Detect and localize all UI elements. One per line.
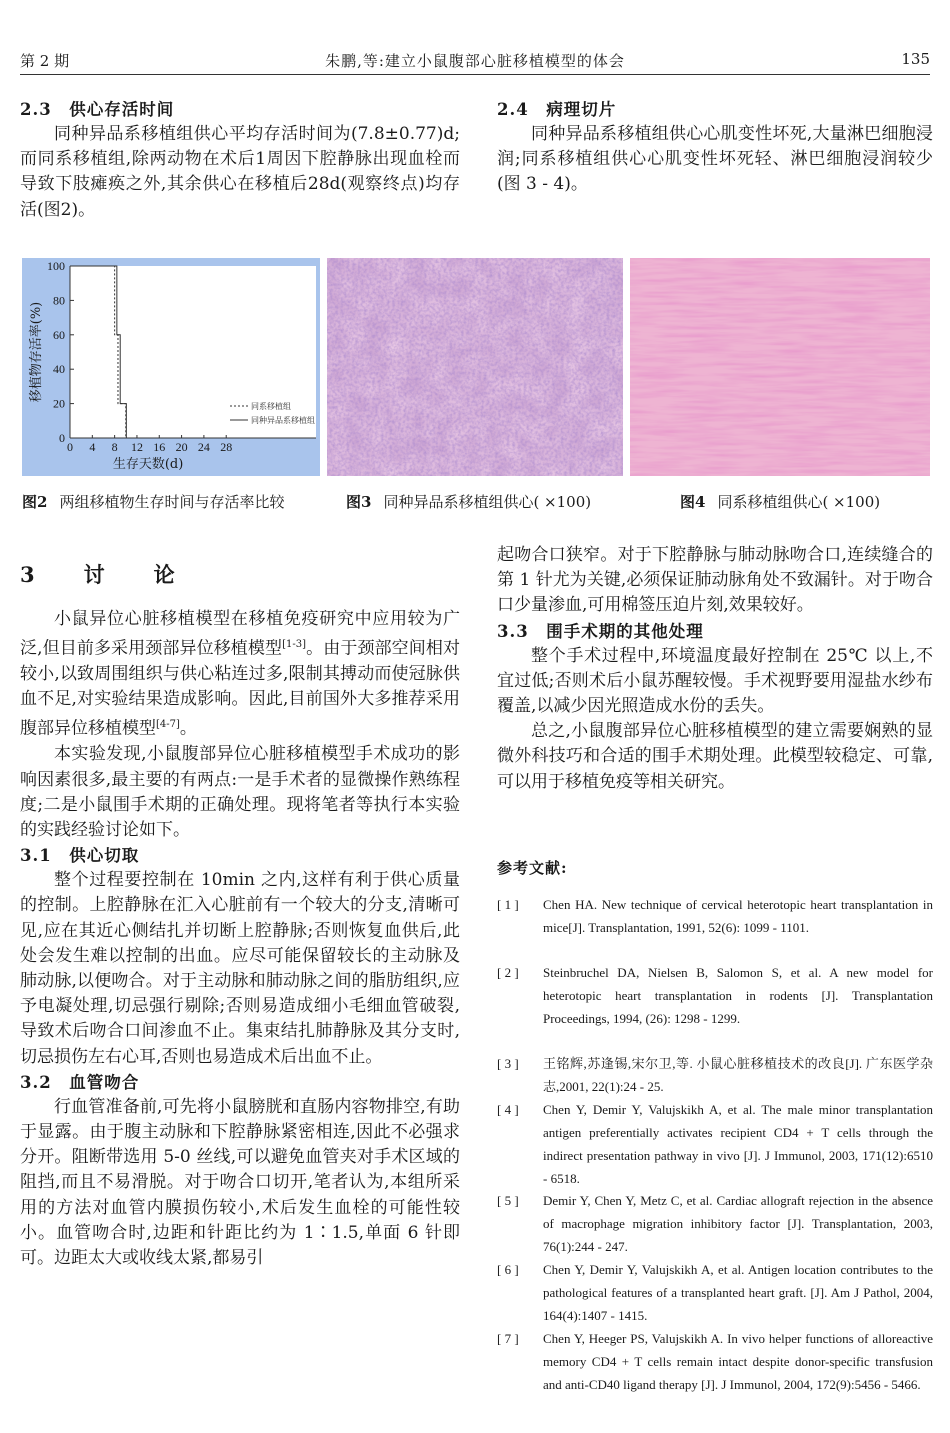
paragraph: 同种异品系移植组供心心肌变性坏死,大量淋巴细胞浸润;同系移植组供心心肌变性坏死轻、淋巴细胞浸润较少(图 3 - 4)。	[497, 124, 933, 195]
page-number: 135	[901, 50, 930, 68]
paragraph-continued: 起吻合口狭窄。对于下腔静脉与肺动脉吻合口,连续缝合的第 1 针尤为关键,必须保证肺动脉角处不致漏针。对于吻合口少量渗血,可用棉签压迫片刻,效果较好。	[497, 545, 933, 616]
issue-number: 第 2 期	[20, 52, 70, 70]
y-tick-label: 80	[53, 293, 65, 308]
y-tick-label: 20	[53, 396, 65, 411]
paragraph: 整个手术过程中,环境温度最好控制在 25℃ 以上,不宜过低;否则术后小鼠苏醒较慢。手术视野要用湿盐水纱布覆盖,以减少因光照造成水份的丢失。	[497, 645, 933, 717]
reference-item: [ 6 ] Chen Y, Demir Y, Valujskikh A, et al. Antigen location contributes to the pathological features of a transplanted heart graft. [J]. Am J Pathol, 2004, 164(4):1407 - 1415.	[497, 1262, 933, 1323]
header-rule	[20, 74, 930, 75]
citation: [1-3]	[282, 639, 307, 651]
paragraph: 小鼠异位心脏移植模型在移植免疫研究中应用较为广泛,但目前多采用颈部异位移植模型[1-3]。由于颈部空间相对较小,以致周围组织与供心粘连过多,限制其搏动而使冠脉供血不足,对实验结果造成影响。因此,目前国外大多推荐采用腹部异位移植模型[4-7]。	[20, 609, 460, 740]
section-heading: 3.3 围手术期的其他处理	[497, 621, 704, 641]
x-tick-label: 24	[197, 440, 210, 454]
y-axis-label: 移植物存活率(%)	[29, 301, 44, 403]
survival-chart	[22, 258, 320, 476]
y-tick-label: 40	[53, 362, 65, 377]
figure-4-caption	[680, 491, 880, 512]
reference-item: [ 4 ] Chen Y, Demir Y, Valujskikh A, et al. The male minor transplantation antigen preferentially activates recipient CD4 + T cells through the indirect presentation pathway in vivo [J]. J Immunol, 2003, 171(12):6510 - 6518.	[497, 1102, 933, 1186]
x-tick-label: 4	[89, 440, 96, 454]
paragraph: 整个过程要控制在 10min 之内,这样有利于供心质量的控制。上腔静脉在汇入心脏前有一个较大的分支,清晰可见,应在其近心侧结扎并切断上腔静脉;否则恢复血供后,此处会发生难以控制的出血。应尽可能保留较长的主动脉及肺动脉,以便吻合。对于主动脉和肺动脉之间的脂肪组织,应予电凝处理,切忌强行剔除;否则易造成细小毛细血管破裂,导致术后吻合口间渗血不止。集束结扎肺静脉及其分支时,切忌损伤左右心耳,否则也易造成术后出血不止。	[20, 870, 460, 1067]
y-tick-label: 0	[59, 431, 65, 445]
figure-2-chart	[22, 258, 320, 476]
figure-label: 图2	[22, 493, 48, 511]
x-axis-label: 生存天数(d)	[112, 457, 184, 472]
x-tick-label: 28	[220, 440, 233, 454]
histology-allograft-image	[327, 258, 623, 476]
reference-item: [ 5 ] Demir Y, Chen Y, Metz C, et al. Cardiac allograft rejection in the absence of macrophage migration inhibitory factor [J]. Transplantation, 2003, 76(1):244 - 247.	[497, 1193, 933, 1254]
reference-item: [ 7 ] Chen Y, Heeger PS, Valujskikh A. In vivo helper functions of alloreactive memory CD4 + T cells remain intact despite donor-specific transfusion and anti-CD40 ligand therapy [J]. J Immunol, 2004, 172(9):5456 - 5466.	[497, 1331, 933, 1392]
x-tick-label: 8	[111, 440, 118, 454]
right-column	[497, 543, 933, 795]
x-tick-label: 16	[153, 440, 166, 454]
histology-isograft-image	[630, 258, 930, 476]
section-heading: 3.2 血管吻合	[20, 1072, 140, 1092]
y-tick-label: 60	[53, 327, 65, 342]
section-2-4	[497, 97, 933, 198]
caption-text: 同系移植组供心( ×100)	[717, 493, 881, 511]
section-heading: 3.1 供心切取	[20, 846, 140, 866]
figure-3-image	[327, 258, 623, 476]
figure-2-caption	[22, 491, 284, 512]
legend-label: 同种异品系移植组	[251, 416, 315, 425]
references-title: 参考文献:	[497, 859, 568, 877]
caption-text: 两组移植物生存时间与存活率比较	[59, 493, 285, 511]
section-heading: 3 讨 论	[20, 562, 189, 587]
x-tick-label: 12	[130, 440, 143, 454]
reference-item: [ 1 ] Chen HA. New technique of cervical heterotopic heart transplantation in mice[J]. Transplantation, 1991, 52(6): 1099 - 1101.	[497, 897, 933, 935]
reference-item: [ 3 ] 王铭辉,苏逢锡,宋尔卫,等. 小鼠心脏移植技术的改良[J]. 广东医学杂志,2001, 22(1):24 - 25.	[497, 1056, 933, 1094]
paragraph: 总之,小鼠腹部异位心脏移植模型的建立需要娴熟的显微外科技巧和合适的围手术期处理。此模型较稳定、可靠,可以用于移植免疫等相关研究。	[497, 721, 933, 792]
section-3	[20, 559, 460, 1271]
legend-label: 同系移植组	[251, 402, 291, 411]
paragraph: 本实验发现,小鼠腹部异位心脏移植模型手术成功的影响因素很多,最主要的有两点:一是手术者的显微操作熟练程度;二是小鼠围手术期的正确处理。现将笔者等执行本实验的实践经验讨论如下。	[20, 744, 460, 840]
y-tick-label: 100	[47, 259, 65, 273]
figure-3-caption	[346, 491, 591, 512]
paragraph: 行血管准备前,可先将小鼠膀胱和直肠内容物排空,有助于显露。由于腹主动脉和下腔静脉紧密相连,因此不必强求分开。阻断带选用 5-0 丝线,可以避免血管夹对手术区域的阻挡,而且不易滑脱。对于吻合口切开,笔者认为,本组所采用的方法对血管内膜损伤较小,术后发生血栓的可能性较小。血管吻合时,边距和针距比约为 1∶1.5,单面 6 针即可。边距太大或收线太紧,都易引	[20, 1096, 460, 1268]
reference-item: [ 2 ] Steinbruchel DA, Nielsen B, Salomon S, et al. A new model for heterotopic heart transplantation in rodents [J]. Transplantation Proceedings, 1994, (26): 1298 - 1299.	[497, 965, 933, 1026]
section-heading: 2.4 病理切片	[497, 100, 617, 119]
figure-4-image	[630, 258, 930, 476]
figure-label: 图3	[346, 493, 372, 511]
figure-label: 图4	[680, 493, 706, 511]
running-title: 朱鹏,等:建立小鼠腹部心脏移植模型的体会	[325, 52, 625, 70]
caption-text: 同种异品系移植组供心( ×100)	[383, 493, 592, 511]
section-heading: 2.3 供心存活时间	[20, 100, 175, 119]
x-tick-label: 0	[67, 440, 73, 454]
citation: [4-7]	[156, 719, 180, 731]
section-2-3	[20, 97, 460, 223]
x-tick-label: 20	[175, 440, 188, 454]
paragraph: 同种异品系移植组供心平均存活时间为(7.8±0.77)d;而同系移植组,除两动物在术后1周因下腔静脉出现血栓而导致下肢瘫痪之外,其余供心在移植后28d(观察终点)均存活(图2)。	[20, 124, 460, 220]
